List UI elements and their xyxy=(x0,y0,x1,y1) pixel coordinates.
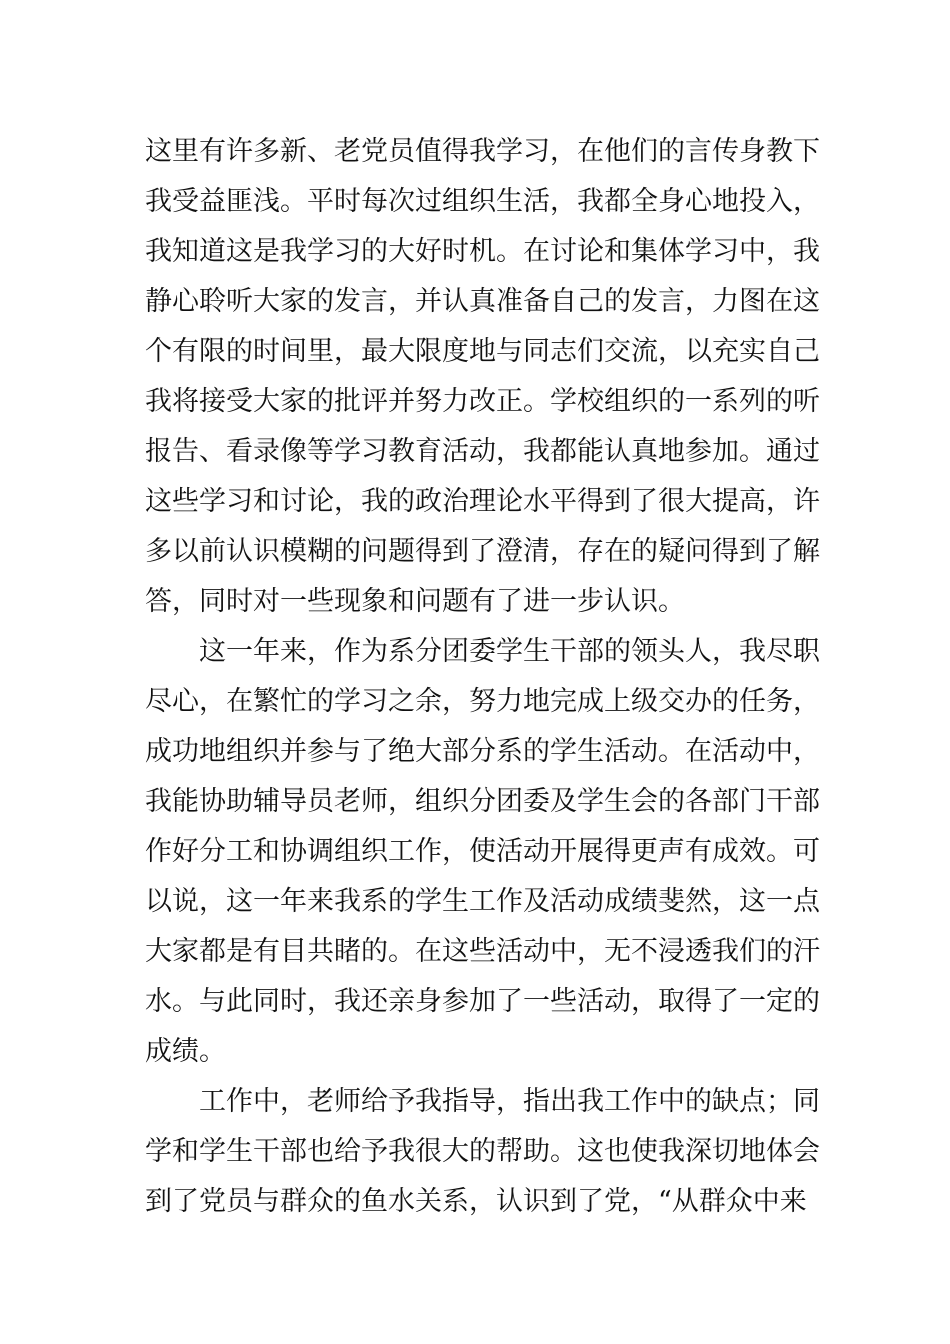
paragraph-line: 多以前认识模糊的问题得到了澄清，存在的疑问得到了解 xyxy=(145,536,820,567)
paragraph-line: 我将接受大家的批评并努力改正。学校组织的一系列的听 xyxy=(145,386,820,417)
paragraph-line: 答，同时对一些现象和问题有了进一步认识。 xyxy=(145,586,685,617)
paragraph-line: 这里有许多新、老党员值得我学习，在他们的言传身教下 xyxy=(145,136,820,167)
paragraph-line: 尽心，在繁忙的学习之余，努力地完成上级交办的任务， xyxy=(145,686,820,717)
paragraph-line: 静心聆听大家的发言，并认真准备自己的发言，力图在这 xyxy=(145,286,820,317)
paragraph-line: 学和学生干部也给予我很大的帮助。这也使我深切地体会 xyxy=(145,1136,820,1167)
paragraph-first-line: 工作中，老师给予我指导，指出我工作中的缺点；同 xyxy=(199,1086,820,1117)
paragraph-line: 成功地组织并参与了绝大部分系的学生活动。在活动中， xyxy=(145,736,820,767)
paragraph-2 xyxy=(145,627,820,1077)
paragraph-line: 报告、看录像等学习教育活动，我都能认真地参加。通过 xyxy=(145,436,820,467)
paragraph-line: 我能协助辅导员老师，组织分团委及学生会的各部门干部 xyxy=(145,786,820,817)
paragraph-line: 作好分工和协调组织工作，使活动开展得更声有成效。可 xyxy=(145,836,820,867)
paragraph-line: 我知道这是我学习的大好时机。在讨论和集体学习中，我 xyxy=(145,236,820,267)
paragraph-line: 以说，这一年来我系的学生工作及活动成绩斐然，这一点 xyxy=(145,886,820,917)
paragraph-line: 我受益匪浅。平时每次过组织生活，我都全身心地投入， xyxy=(145,186,820,217)
document-body xyxy=(145,127,820,1227)
paragraph-1 xyxy=(145,127,820,627)
paragraph-line: 到了党员与群众的鱼水关系，认识到了党，“从群众中来 xyxy=(145,1186,807,1217)
paragraph-line: 个有限的时间里，最大限度地与同志们交流，以充实自己 xyxy=(145,336,820,367)
paragraph-line: 这些学习和讨论，我的政治理论水平得到了很大提高，许 xyxy=(145,486,820,517)
paragraph-first-line: 这一年来，作为系分团委学生干部的领头人，我尽职 xyxy=(199,636,820,667)
paragraph-3 xyxy=(145,1077,820,1227)
paragraph-line: 大家都是有目共睹的。在这些活动中，无不浸透我们的汗 xyxy=(145,936,820,967)
paragraph-line: 成绩。 xyxy=(145,1036,226,1067)
paragraph-line: 水。与此同时，我还亲身参加了一些活动，取得了一定的 xyxy=(145,986,820,1017)
